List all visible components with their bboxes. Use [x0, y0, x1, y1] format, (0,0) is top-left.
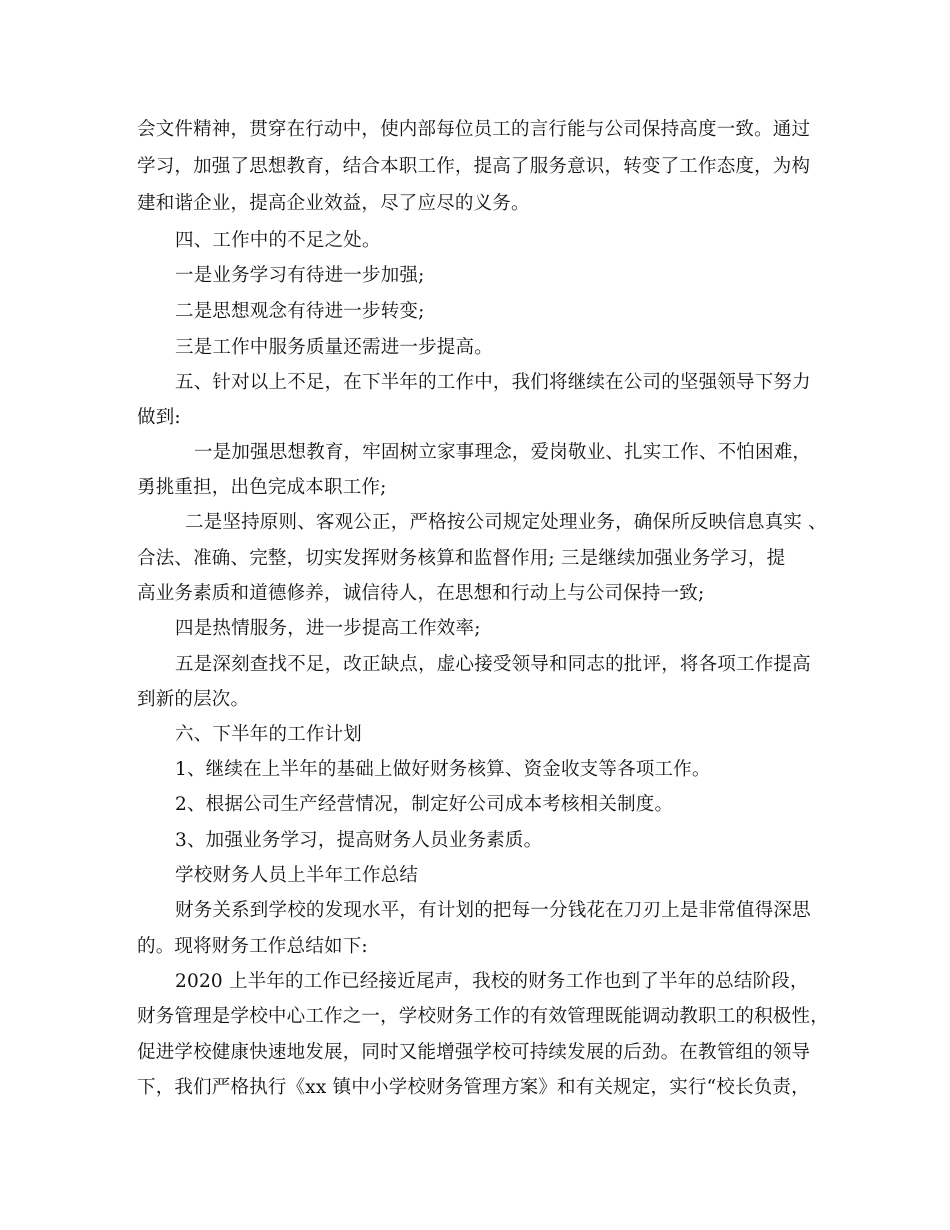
text-line: 三是工作中服务质量还需进一步提高。 — [175, 337, 493, 358]
text-line: 的。现将财务工作总结如下: — [137, 936, 368, 957]
text-line: 一是业务学习有待进一步加强; — [175, 265, 425, 286]
text-line: 建和谐企业，提高企业效益，尽了应尽的义务。 — [137, 193, 530, 214]
text-line: 财务管理是学校中心工作之一，学校财务工作的有效管理既能调动教职工的积极性， — [137, 1006, 829, 1027]
text-line: 到新的层次。 — [137, 689, 250, 710]
text-line: 下，我们严格执行《xx 镇中小学校财务管理方案》和有关规定，实行“校长负责， — [137, 1077, 810, 1098]
text-line: 二是思想观念有待进一步转变; — [175, 301, 425, 322]
text-line: 勇挑重担，出色完成本职工作; — [137, 477, 387, 498]
text-line: 一是加强思想教育，牢固树立家事理念，爱岗敬业、扎实工作、不怕困难， — [194, 442, 812, 463]
document-title: 学校财务人员上半年工作总结 — [175, 865, 419, 886]
text-line: 合法、准确、完整，切实发挥财务核算和监督作用; 三是继续加强业务学习，提 — [137, 548, 786, 569]
section-heading: 五、针对以上不足，在下半年的工作中，我们将继续在公司的坚强领导下努力 — [175, 372, 811, 393]
text-line: 财务关系到学校的发现水平，有计划的把每一分钱花在刀刃上是非常值得深思 — [175, 900, 811, 921]
text-line: 五是深刻查找不足，改正缺点，虚心接受领导和同志的批评，将各项工作提高 — [175, 654, 811, 675]
list-item: 1、继续在上半年的基础上做好财务核算、资金收支等各项工作。 — [175, 759, 711, 780]
text-line: 会文件精神，贯穿在行动中，使内部每位员工的言行能与公司保持高度一致。通过 — [137, 119, 811, 140]
text-line: 2020 上半年的工作已经接近尾声，我校的财务工作也到了半年的总结阶段， — [175, 971, 809, 992]
section-heading: 六、下半年的工作计划 — [175, 724, 363, 745]
list-item: 3、加强业务学习，提高财务人员业务素质。 — [175, 830, 543, 851]
list-item: 2、根据公司生产经营情况，制定好公司成本考核相关制度。 — [175, 794, 674, 815]
text-line: 四是热情服务，进一步提高工作效率; — [175, 618, 481, 639]
section-heading: 四、工作中的不足之处。 — [175, 230, 381, 251]
text-line: 促进学校健康快速地发展，同时又能增强学校可持续发展的后劲。在教管组的领导 — [137, 1042, 811, 1063]
text-line: 高业务素质和道德修养，诚信待人，在思想和行动上与公司保持一致; — [137, 583, 705, 604]
text-line: 二是坚持原则、客观公正，严格按公司规定处理业务，确保所反映信息真实 、 — [185, 512, 827, 533]
text-line: 做到: — [137, 407, 181, 428]
text-line: 学习，加强了思想教育，结合本职工作，提高了服务意识，转变了工作态度，为构 — [137, 156, 811, 177]
